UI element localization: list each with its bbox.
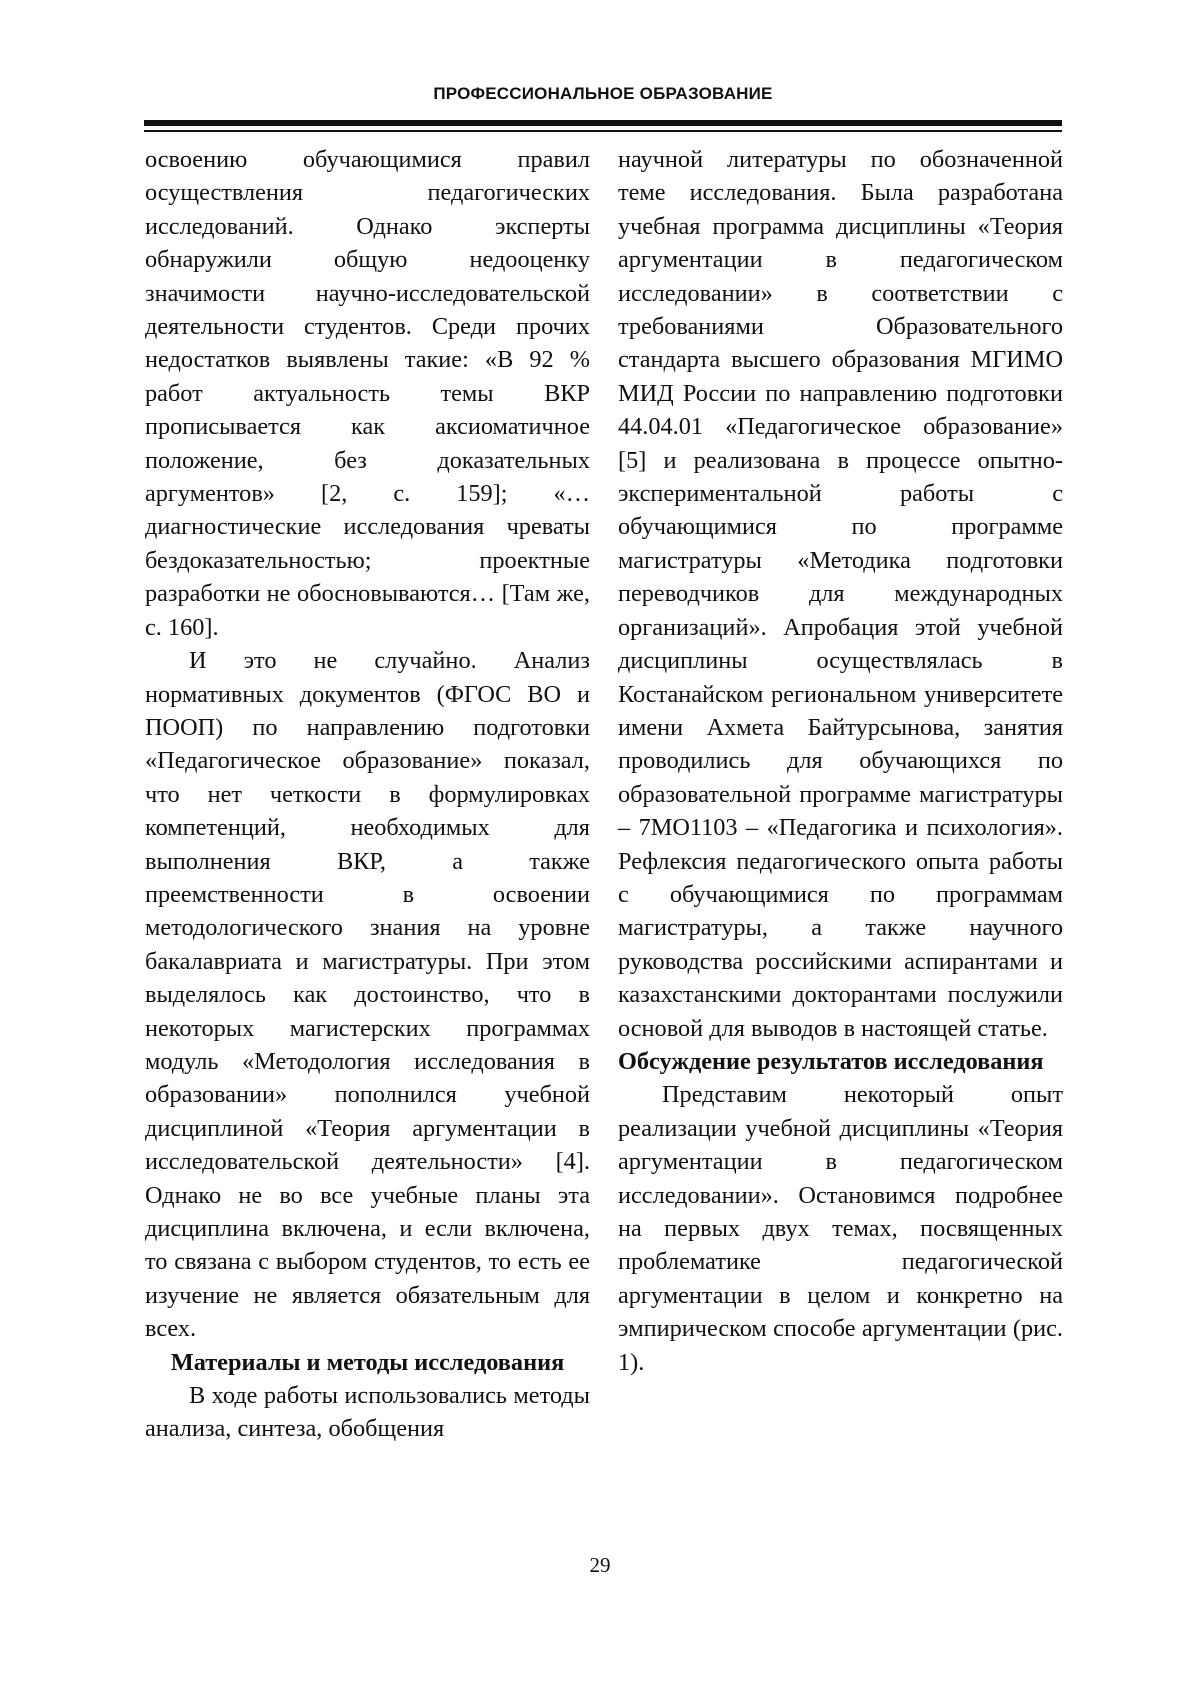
right-paragraph-2: Представим некоторый опыт реализации учебной дисциплины «Теория аргументации в педагогическом исследовании». Остановимся подробнее на первых двух темах, посвященных проблематике педагогической аргументации в целом и конкретно на эмпирическом способе аргументации (рис. 1). [618,1081,1063,1376]
running-header: ПРОФЕССИОНАЛЬНОЕ ОБРАЗОВАНИЕ [433,84,773,103]
page-number: 29 [589,1553,611,1577]
left-paragraph-3: В ходе работы использовались методы анализа, синтеза, обобщения [145,1382,590,1443]
left-column [145,143,590,1446]
section-heading-discussion: Обсуждение результатов исследования [618,1047,1044,1075]
header-rule-thick [144,120,1062,126]
right-paragraph-1: научной литературы по обозначенной теме исследования. Была разработана учебная программа дисциплины «Теория аргументации в педагогическом исследовании» в соответствии с требованиями Образовательного стандарта высшего образования МГИМО МИД России по направлению подготовки 44.04.01 «Педагогическое образование» [5] и реализована в процессе опытно-экспериментальной работы с обучающимися по программе магистратуры «Методика подготовки переводчиков для международных организаций». Апробация этой учебной дисциплины осуществлялась в Костанайском региональном университете имени Ахмета Байтурсынова, занятия проводились для обучающихся по образовательной программе магистратуры – 7МО1103 – «Педагогика и психология». Рефлексия педагогического опыта работы с обучающимися по программам магистратуры, а также научного руководства российскими аспирантами и казахстанскими докторантами послужили основой для выводов в настоящей статье. [618,146,1063,1042]
section-heading-materials-methods: Материалы и методы исследования [170,1348,565,1376]
right-column [618,143,1063,1379]
left-paragraph-1: освоению обучающимися правил осуществления педагогических исследований. Однако эксперты обнаружили общую недооценку значимости научно-исследовательской деятельности студентов. Среди прочих недостатков выявлены такие: «В 92 % работ актуальность темы ВКР прописывается как аксиоматичное положение, без доказательных аргументов» [2, с. 159]; «…диагностические исследования чреваты бездоказательностью; проектные разработки не обосновываются… [Там же, с. 160]. [145,146,590,641]
header-rule-thin [144,130,1062,132]
left-paragraph-2: И это не случайно. Анализ нормативных документов (ФГОС ВО и ПООП) по направлению подготовки «Педагогическое образование» показал, что нет четкости в формулировках компетенций, необходимых для выполнения ВКР, а также преемственности в освоении методологического знания на уровне бакалавриата и магистратуры. При этом выделялось как достоинство, что в некоторых магистерских программах модуль «Методология исследования в образовании» пополнился учебной дисциплиной «Теория аргументации в исследовательской деятельности» [4]. Однако не во все учебные планы эта дисциплина включена, и если включена, то связана с выбором студентов, то есть ее изучение не является обязательным для всех. [145,647,590,1343]
